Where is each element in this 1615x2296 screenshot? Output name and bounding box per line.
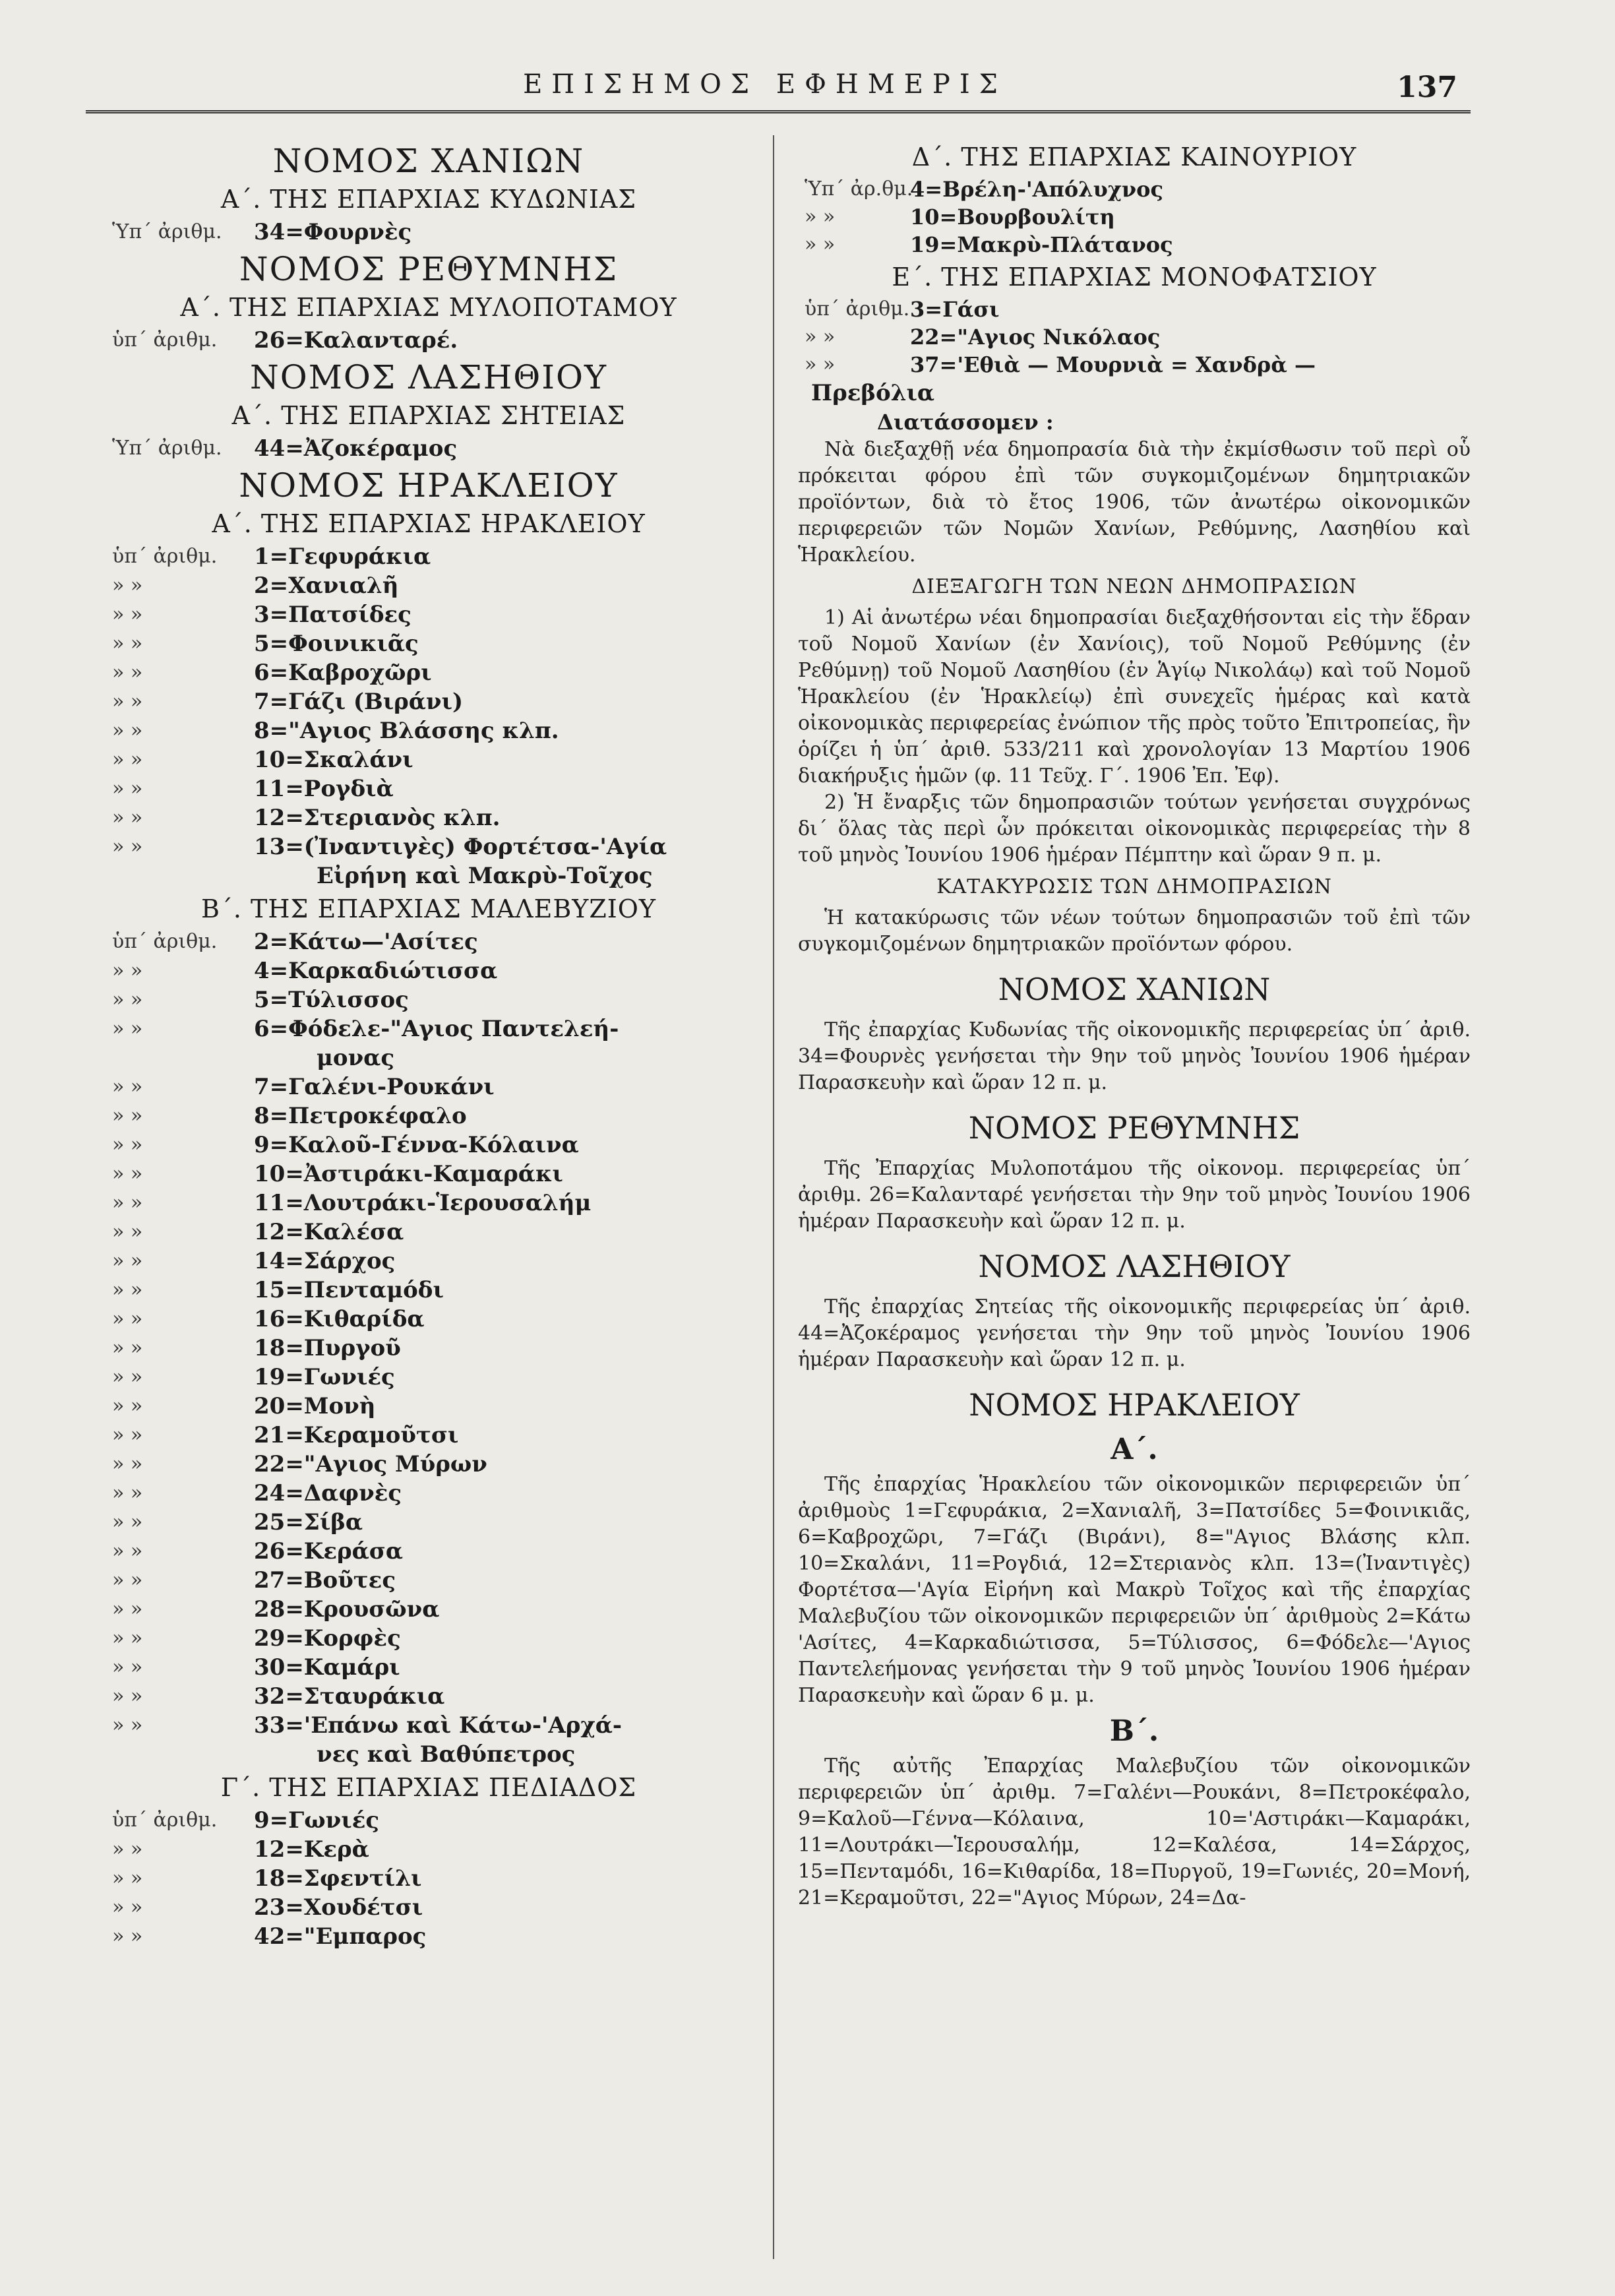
entry-value: 44=Ἀζοκέραμος [254,435,458,462]
entry-value: 9=Καλοῦ-Γέννα-Κόλαινα [254,1132,579,1158]
list-item [99,658,758,687]
entry-prefix: » » [112,661,143,684]
award-text: Ἡ κατακύρωσις τῶν νέων τούτων δημοπρασιῶν τοῦ ἐπὶ τῶν συγκομιζομένων δημητριακῶν προϊόντων φόρου. [798,906,1471,956]
list-item [99,1653,758,1682]
list-item [99,1189,758,1218]
entry-value: 21=Κεραμοῦτσι [254,1422,459,1448]
list-item [99,326,758,355]
eparchia-monofatsi: Ε΄. ΤΗΣ ΕΠΑΡΧΙΑΣ ΜΟΝΟΦΑΤΣΙΟΥ [892,263,1377,292]
right-column [798,139,1471,1911]
list-item [99,1247,758,1276]
list-item [99,716,758,745]
list-item [99,571,758,600]
left-column [99,139,758,1951]
list-item [99,629,758,658]
entry-value: 8=Πετροκέφαλο [254,1103,467,1129]
lasithi-text: Τῆς ἐπαρχίας Σητείας τῆς οἰκονομικῆς περιφερείας ὑπ΄ ἀριθ. 44=Ἀζοκέραμος γενήσεται τὴν 9ην τοῦ μηνὸς Ἰουνίου 1906 ἡμέραν Παρασκευὴν καὶ ὥραν 12 π. μ. [798,1295,1471,1371]
decree-text: Νὰ διεξαχθῇ νέα δημοπρασία διὰ τὴν ἐκμίσθωσιν τοῦ περὶ οὗ πρόκειται φόρου ἐπὶ τῶν συγκομιζομένων δημητριακῶν προϊόντων, διὰ τὸ ἔτος 1906, τῶν ἀνωτέρω οἰκονομικῶν περιφερειῶν τῶν Νομῶν Χανίων, Ρεθύμνης, Λασηθίου καὶ Ἡρακλείου. [798,438,1471,567]
entry-prefix: » » [112,1394,143,1417]
entry-prefix: » » [112,1627,143,1650]
eparchia-pediada: Γ΄. ΤΗΣ ΕΠΑΡΧΙΑΣ ΠΕΔΙΑΔΟΣ [220,1773,637,1802]
list-monofatsi [798,295,1471,379]
entry-prefix: » » [112,574,143,597]
entry-value: 7=Γάζι (Βιράνι) [254,689,464,715]
section-letter-a: Α΄. [1111,1433,1158,1466]
entry-value: 4=Βρέλη-'Απόλυχνος [910,177,1163,202]
entry-value: 18=Πυργοῦ [254,1335,401,1361]
entry-prefix: » » [112,1568,143,1592]
entry-prefix: » » [112,806,143,829]
entry-prefix: ὑπ΄ ἀριθμ. [112,545,218,568]
list-item [99,687,758,716]
entry-value: 7=Γαλένι-Ρουκάνι [254,1074,495,1100]
entry-prefix: » » [112,1133,143,1156]
heraklion-a-text: Τῆς ἐπαρχίας Ἡρακλείου τῶν οἰκονομικῶν περιφερειῶν ὑπ΄ ἀριθμοὺς 1=Γεφυράκια, 2=Χανιαλῆ, 3=Πατσίδες 5=Φοινικιᾶς, 6=Καβροχῶρι, 7=Γάζι (Βιράνι), 8="Αγιος Βλάσης κλπ. 10=Σκαλάνι, 11=Ρογδιά, 12=Στεριανὸς κλπ. 13=(Ἰναντιγὲς) Φορτέτσα—'Αγία Εἰρήνη καὶ Μακρὺ Τοῖχος καὶ τῆς ἐπαρχίας Μαλεβυζίου τῶν οἰκονομικῶν περιφερειῶν ὑπ΄ ἀριθμοὺς 2=Κάτω 'Ασίτες, 4=Καρκαδιώτισσα, 5=Τύλισσος, 6=Φόδελε—'Αγιος Παντελεήμονας γενήσεται τὴν 9 τοῦ μηνὸς Ἰουνίου 1906 ἡμέραν Παρασκευὴν καὶ ὥραν 6 μ. μ. [798,1473,1471,1707]
continuation-line: μονας [317,1045,395,1071]
award-heading: ΚΑΤΑΚΥΡΩΣΙΣ ΤΩΝ ΔΗΜΟΠΡΑΣΙΩΝ [936,875,1332,898]
nomos-heraklion-title: ΝΟΜΟΣ ΗΡΑΚΛΕΙΟΥ [239,466,619,505]
entry-prefix: » » [112,1867,143,1890]
entry-prefix: » » [805,353,836,376]
entry-prefix: » » [112,1162,143,1185]
list-item [99,218,758,247]
list-item [99,1276,758,1305]
conduct-paragraph-2: 2) Ἡ ἔναρξις τῶν δημοπρασιῶν τούτων γενήσεται συγχρόνως δι΄ ὅλας τὰς περὶ ὧν πρόκειται οἰκονομικὰς περιφερείας τὴν 8 τοῦ μηνὸς Ἰουνίου 1906 ἡμέραν Πέμπτην καὶ ὥραν 9 π. μ. [798,791,1471,867]
eparchia-kydonia: Α΄. ΤΗΣ ΕΠΑΡΧΙΑΣ ΚΥΔΩΝΙΑΣ [220,185,637,214]
list-item [798,295,1471,323]
entry-prefix: » » [112,748,143,771]
list-item [99,1922,758,1951]
list-item [798,175,1471,203]
entry-value: 23=Χουδέτσι [254,1894,423,1921]
entry-prefix: » » [112,988,143,1011]
list-item [99,1835,758,1864]
entry-prefix: ὑπ΄ ἀριθμ. [805,297,910,321]
list-pediada [99,1806,758,1951]
entry-value: 11=Ρογδιὰ [254,776,394,802]
entry-value: 28=Κρουσῶνα [254,1596,440,1623]
entry-prefix: » » [112,1365,143,1388]
nomos-lasithi-title: ΝΟΜΟΣ ΛΑΣΗΘΙΟΥ [249,358,608,396]
entry-value: 2=Κάτω—'Ασίτες [254,929,478,955]
continuation-line: Πρεβόλια [811,380,935,406]
entry-prefix: » » [805,325,836,348]
entry-value: 3=Γάσι [910,297,1000,322]
entry-prefix: » » [112,1598,143,1621]
entry-prefix: » » [112,835,143,858]
entry-value: 13=(Ἰναντιγὲς) Φορτέτσα-'Αγία [254,834,667,860]
list-item [99,1072,758,1101]
entry-value: 1=Γεφυράκια [254,543,431,570]
list-item [99,956,758,985]
entry-value: 12=Κερὰ [254,1836,369,1863]
entry-value: 4=Καρκαδιώτισσα [254,958,498,984]
list-item [798,203,1471,231]
header-rule [86,110,1471,113]
list-rethymno [99,326,758,355]
entry-prefix: » » [112,1481,143,1505]
entry-value: 19=Γωνιές [254,1364,395,1390]
entry-prefix: » » [112,1925,143,1948]
running-title: ΕΠΙΣΗΜΟΣ ΕΦΗΜΕΡΙΣ [523,69,1007,100]
entry-value: 15=Πενταμόδι [254,1277,444,1303]
entry-value: 10=Σκαλάνι [254,747,413,773]
entry-value: 26=Καλανταρέ. [254,327,458,354]
eparchia-mylopotamos: Α΄. ΤΗΣ ΕΠΑΡΧΙΑΣ ΜΥΛΟΠΟΤΑΜΟΥ [180,293,677,322]
entry-prefix: » » [112,1896,143,1919]
entry-value: 30=Καμάρι [254,1654,400,1681]
entry-value: 22="Αγιος Νικόλαος [910,325,1161,350]
rethymno-title: ΝΟΜΟΣ ΡΕΘΥΜΝΗΣ [968,1110,1300,1146]
entry-prefix: » » [112,1220,143,1243]
entry-value: 42="Εμπαρος [254,1923,427,1950]
rethymno-text: Τῆς Ἐπαρχίας Μυλοποτάμου τῆς οἰκονομ. περιφερείας ὑπ΄ ἀριθμ. 26=Καλανταρέ γενήσεται τὴν 9ην τοῦ μηνὸς Ἰουνίου 1906 ἡμέραν Παρασκευὴν καὶ ὥραν 12 π. μ. [798,1157,1471,1233]
entry-value: 29=Κορφὲς [254,1625,401,1652]
list-item [99,832,758,861]
entry-value: 10=Ἀστιράκι-Καμαράκι [254,1161,563,1187]
section-letter-b: Β΄. [1109,1714,1159,1748]
entry-prefix: » » [112,1278,143,1301]
list-item [798,323,1471,351]
heraklion-b-text: Τῆς αὐτῆς Ἐπαρχίας Μαλεβυζίου τῶν οἰκονομικῶν περιφερειῶν ὑπ΄ ἀριθμ. 7=Γαλένι—Ρουκάνι, 8=Πετροκέφαλο, 9=Καλοῦ—Γέννα—Κόλαινα, 10='Αστιράκι—Καμαράκι, 11=Λουτράκι—Ἱερουσαλήμ, 12=Καλέσα, 14=Σάρχος, 15=Πενταμόδι, 16=Κιθαρίδα, 18=Πυργοῦ, 19=Γωνιές, 20=Μονή, 21=Κεραμοῦτσι, 22="Αγιος Μύρων, 24=Δα- [798,1754,1471,1909]
conduct-heading: ΔΙΕΞΑΓΩΓΗ ΤΩΝ ΝΕΩΝ ΔΗΜΟΠΡΑΣΙΩΝ [911,575,1357,598]
heraklion-title: ΝΟΜΟΣ ΗΡΑΚΛΕΙΟΥ [969,1387,1300,1423]
list-item [99,434,758,463]
entry-prefix: » » [112,1191,143,1214]
eparchia-malevyzi: Β΄. ΤΗΣ ΕΠΑΡΧΙΑΣ ΜΑΛΕΒΥΖΙΟΥ [200,894,657,923]
entry-value: 18=Σφεντίλι [254,1865,422,1892]
conduct-paragraph-1: 1) Αἱ ἀνωτέρω νέαι δημοπρασίαι διεξαχθήσονται εἰς τὴν ἕδραν τοῦ Νομοῦ Χανίων (ἐν Χανίοις), τοῦ Νομοῦ Ρεθύμνης (ἐν Ρεθύμνῃ) τοῦ Νομοῦ Λασηθίου (ἐν Ἁγίῳ Νικολάῳ) καὶ τοῦ Νομοῦ Ἡρακλείου (ἐν Ἡρακλείῳ) ἐπὶ συνεχεῖς ἡμέρας καὶ κατὰ οἰκονομικὰς περιφερείας ἐνώπιον τῆς πρὸς τοῦτο Ἐπιτροπείας, ἣν ὁρίζει ἡ ὑπ΄ ἀριθ. 533/211 καὶ χρονολογίαν 13 Μαρτίου 1906 διακήρυξις ἡμῶν (φ. 11 Τεῦχ. Γ΄. 1906 Ἐπ. Ἐφ). [798,606,1471,788]
list-item [99,1421,758,1450]
page-number: 137 [1397,71,1457,104]
entry-prefix: » » [112,603,143,626]
list-item [99,1305,758,1334]
list-item [99,803,758,832]
list-item [99,1864,758,1893]
eparchia-heraklion: Α΄. ΤΗΣ ΕΠΑΡΧΙΑΣ ΗΡΑΚΛΕΙΟΥ [212,509,646,538]
list-item [99,1101,758,1131]
list-item [99,1160,758,1189]
entry-value: 27=Βοῦτες [254,1567,396,1594]
entry-prefix: » » [112,719,143,742]
list-item [99,1595,758,1624]
list-item [99,1131,758,1160]
entry-value: 20=Μονὴ [254,1393,376,1419]
list-item [99,1363,758,1392]
list-chania [99,218,758,247]
lasithi-title: ΝΟΜΟΣ ΛΑΣΗΘΙΟΥ [978,1249,1291,1284]
entry-prefix: ὑπ΄ ἀριθμ. [112,1809,218,1832]
list-heraklion-a [99,542,758,861]
entry-value: 2=Χανιαλῆ [254,573,399,599]
entry-prefix: Ὑπ΄ ἀρ.θμ. [805,177,913,201]
entry-prefix: » » [112,632,143,655]
entry-value: 10=Βουρβουλίτη [910,204,1115,230]
eparchia-kainourio: Δ΄. ΤΗΣ ΕΠΑΡΧΙΑΣ ΚΑΙΝΟΥΡΙΟΥ [911,142,1357,171]
entry-value: 19=Μακρὺ-Πλάτανος [910,232,1173,257]
entry-prefix: » » [112,1249,143,1272]
list-item [99,1508,758,1537]
entry-prefix: Ὑπ΄ ἀριθμ. [112,437,222,460]
entry-value: 9=Γωνιές [254,1807,380,1834]
eparchia-siteia: Α΄. ΤΗΣ ΕΠΑΡΧΙΑΣ ΣΗΤΕΙΑΣ [231,401,626,430]
list-item [99,1014,758,1043]
entry-value: 22="Αγιος Μύρων [254,1451,487,1477]
continuation-line: νες καὶ Βαθύπετρος [317,1741,576,1768]
entry-prefix: » » [112,1307,143,1330]
entry-value: 34=Φουρνὲς [254,219,412,245]
entry-prefix: ὑπ΄ ἀριθμ. [112,930,218,953]
entry-prefix: » » [112,1539,143,1563]
list-item [99,1537,758,1566]
list-malevyzi-1 [99,927,758,1043]
list-item [99,1218,758,1247]
entry-value: 8="Αγιος Βλάσσης κλπ. [254,718,559,744]
decree-label: Διατάσσομεν : [877,410,1054,435]
entry-prefix: » » [112,777,143,800]
list-item [798,351,1471,379]
continuation-line: Εἰρήνη καὶ Μακρὺ-Τοῖχος [317,863,653,889]
entry-prefix: » » [805,205,836,228]
list-item [99,1711,758,1740]
entry-value: 5=Τύλισσος [254,987,409,1013]
list-item [99,542,758,571]
nomos-rethymno-title: ΝΟΜΟΣ ΡΕΘΥΜΝΗΣ [239,250,619,288]
list-item [99,1893,758,1922]
entry-value: 32=Σταυράκια [254,1683,445,1710]
entry-value: 6=Καβροχῶρι [254,660,432,686]
entry-value: 37='Εθιὰ — Μουρνιὰ = Χανδρὰ — [910,352,1316,377]
entry-prefix: » » [112,959,143,982]
list-item [99,1450,758,1479]
list-item [99,985,758,1014]
entry-prefix: » » [112,1336,143,1359]
page-header [86,63,1457,115]
list-item [99,1806,758,1835]
entry-prefix: » » [112,1452,143,1475]
entry-prefix: » » [112,1104,143,1127]
list-item [99,600,758,629]
chania-text: Τῆς ἐπαρχίας Κυδωνίας τῆς οἰκονομικῆς περιφερείας ὑπ΄ ἀριθ. 34=Φουρνὲς γενήσεται τὴν 9ην τοῦ μηνὸς Ἰουνίου 1906 ἡμέραν Παρασκευὴν καὶ ὥραν 12 π. μ. [798,1018,1471,1094]
entry-value: 3=Πατσίδες [254,602,411,628]
list-item [99,1682,758,1711]
entry-prefix: » » [112,1714,143,1737]
entry-prefix: » » [112,1017,143,1040]
entry-value: 26=Κεράσα [254,1538,404,1565]
list-item [99,1392,758,1421]
entry-value: 16=Κιθαρίδα [254,1306,425,1332]
entry-prefix: ὑπ΄ ἀριθμ. [112,328,218,352]
list-item [99,1566,758,1595]
chania-title: ΝΟΜΟΣ ΧΑΝΙΩΝ [998,972,1271,1007]
entry-prefix: » » [112,1075,143,1098]
entry-value: 24=Δαφνὲς [254,1480,402,1506]
entry-value: 25=Σίβα [254,1509,363,1536]
entry-value: 14=Σάρχος [254,1248,396,1274]
entry-prefix: » » [112,1838,143,1861]
entry-value: 5=Φοινικιᾶς [254,631,419,657]
entry-prefix: » » [805,233,836,256]
list-item [99,1624,758,1653]
column-divider [773,135,774,2259]
entry-prefix: » » [112,1510,143,1534]
entry-prefix: » » [112,1656,143,1679]
list-item [99,927,758,956]
list-item [99,774,758,803]
entry-prefix: » » [112,690,143,713]
entry-value: 6=Φόδελε-"Αγιος Παντελεή- [254,1016,619,1042]
nomos-chania-title: ΝΟΜΟΣ ΧΑΝΙΩΝ [272,142,585,180]
list-item [99,1479,758,1508]
list-item [798,231,1471,259]
entry-prefix: » » [112,1423,143,1446]
entry-value: 12=Στεριανὸς κλπ. [254,805,501,831]
list-kainourio [798,175,1471,259]
list-item [99,1334,758,1363]
list-item [99,745,758,774]
entry-prefix: » » [112,1685,143,1708]
list-lasithi [99,434,758,463]
entry-value: 12=Καλέσα [254,1219,404,1245]
entry-value: 11=Λουτράκι-Ἱερουσαλήμ [254,1190,592,1216]
entry-prefix: Ὑπ΄ ἀριθμ. [112,220,222,243]
list-malevyzi-2 [99,1072,758,1740]
entry-value: 33='Επάνω καὶ Κάτω-'Αρχά- [254,1712,623,1739]
